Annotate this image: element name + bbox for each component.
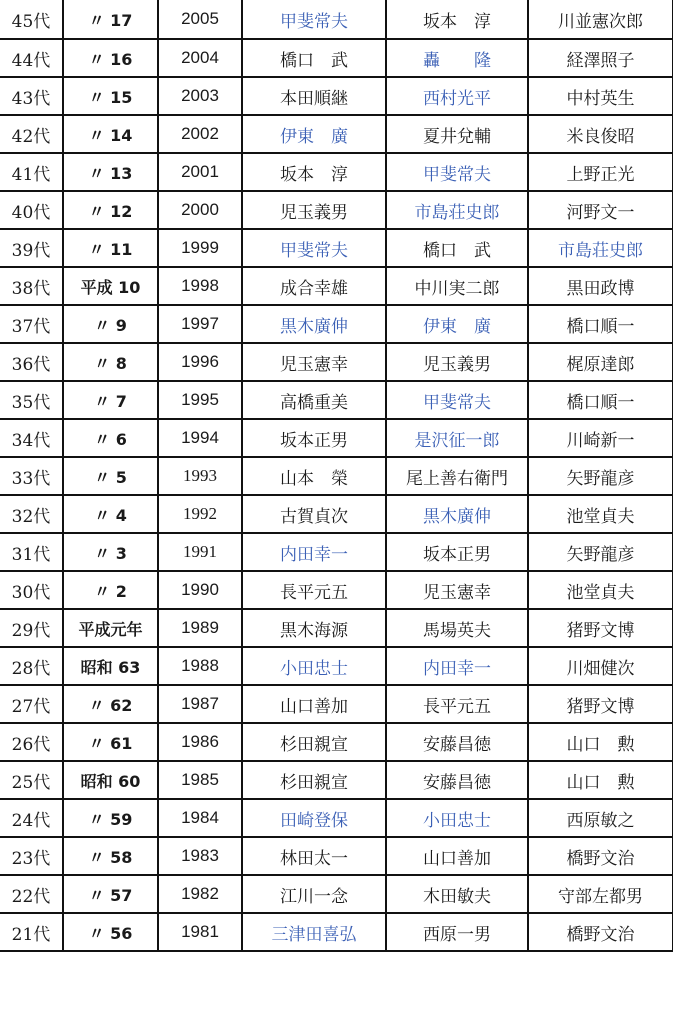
table-row	[0, 761, 673, 799]
year-cell: 1982	[158, 875, 242, 913]
table-row	[0, 533, 673, 571]
generation-cell: 30代	[0, 571, 63, 609]
generation-cell: 33代	[0, 457, 63, 495]
generation-cell: 36代	[0, 343, 63, 381]
table-row	[0, 0, 673, 39]
table-row	[0, 609, 673, 647]
name-cell-2: 夏井兌輔	[386, 115, 528, 153]
era-year-cell: 〃 15	[63, 77, 158, 115]
table-row	[0, 571, 673, 609]
year-cell: 1988	[158, 647, 242, 685]
name-cell-2: 甲斐常夫	[386, 381, 528, 419]
era-year-cell: 〃 13	[63, 153, 158, 191]
name-cell-2: 長平元五	[386, 685, 528, 723]
era-year-cell: 〃 9	[63, 305, 158, 343]
name-cell-3: 橋野文治	[528, 913, 673, 951]
name-cell-1: 甲斐常夫	[242, 229, 386, 267]
name-cell-1: 古賀貞次	[242, 495, 386, 533]
era-year-cell: 〃 61	[63, 723, 158, 761]
generation-cell: 31代	[0, 533, 63, 571]
name-cell-2: 甲斐常夫	[386, 153, 528, 191]
name-cell-1: 黒木海源	[242, 609, 386, 647]
table-row	[0, 305, 673, 343]
name-cell-3: 川畑健次	[528, 647, 673, 685]
name-cell-1: 黒木廣伸	[242, 305, 386, 343]
name-cell-2: 坂本 淳	[386, 0, 528, 39]
era-year-cell: 平成 10	[63, 267, 158, 305]
year-cell: 1998	[158, 267, 242, 305]
name-cell-2: 黒木廣伸	[386, 495, 528, 533]
name-cell-2: 轟 隆	[386, 39, 528, 77]
table-row	[0, 419, 673, 457]
table-row	[0, 913, 673, 951]
name-cell-3: 山口 勲	[528, 723, 673, 761]
name-cell-3: 米良俊昭	[528, 115, 673, 153]
era-year-cell: 〃 8	[63, 343, 158, 381]
generation-cell: 26代	[0, 723, 63, 761]
name-cell-3: 池堂貞夫	[528, 495, 673, 533]
generation-cell: 35代	[0, 381, 63, 419]
year-cell: 1993	[158, 457, 242, 495]
era-year-cell: 昭和 63	[63, 647, 158, 685]
generation-cell: 23代	[0, 837, 63, 875]
table-row	[0, 685, 673, 723]
name-cell-3: 山口 勲	[528, 761, 673, 799]
name-cell-3: 黒田政博	[528, 267, 673, 305]
name-cell-3: 川崎新一	[528, 419, 673, 457]
name-cell-2: 内田幸一	[386, 647, 528, 685]
name-cell-2: 中川実二郎	[386, 267, 528, 305]
name-cell-1: 三津田喜弘	[242, 913, 386, 951]
name-cell-2: 児玉義男	[386, 343, 528, 381]
year-cell: 2002	[158, 115, 242, 153]
table-row	[0, 77, 673, 115]
year-cell: 1981	[158, 913, 242, 951]
generation-cell: 37代	[0, 305, 63, 343]
generation-cell: 40代	[0, 191, 63, 229]
era-year-cell: 〃 58	[63, 837, 158, 875]
name-cell-3: 橋口順一	[528, 381, 673, 419]
table-row	[0, 267, 673, 305]
generation-cell: 39代	[0, 229, 63, 267]
name-cell-2: 坂本正男	[386, 533, 528, 571]
table-row	[0, 39, 673, 77]
name-cell-2: 小田忠士	[386, 799, 528, 837]
generation-cell: 24代	[0, 799, 63, 837]
era-year-cell: 〃 14	[63, 115, 158, 153]
table-row	[0, 837, 673, 875]
year-cell: 1986	[158, 723, 242, 761]
year-cell: 1992	[158, 495, 242, 533]
generation-cell: 41代	[0, 153, 63, 191]
name-cell-3: 川並憲次郎	[528, 0, 673, 39]
generation-cell: 27代	[0, 685, 63, 723]
table-row	[0, 381, 673, 419]
name-cell-2: 児玉憲幸	[386, 571, 528, 609]
name-cell-2: 伊東 廣	[386, 305, 528, 343]
year-cell: 1990	[158, 571, 242, 609]
year-cell: 1991	[158, 533, 242, 571]
table-row	[0, 875, 673, 913]
era-year-cell: 〃 3	[63, 533, 158, 571]
name-cell-3: 西原敏之	[528, 799, 673, 837]
year-cell: 2003	[158, 77, 242, 115]
era-year-cell: 〃 56	[63, 913, 158, 951]
name-cell-2: 西原一男	[386, 913, 528, 951]
table-row	[0, 343, 673, 381]
era-year-cell: 〃 17	[63, 0, 158, 39]
generation-cell: 32代	[0, 495, 63, 533]
name-cell-3: 上野正光	[528, 153, 673, 191]
name-cell-1: 甲斐常夫	[242, 0, 386, 39]
name-cell-1: 田崎登保	[242, 799, 386, 837]
name-cell-2: 西村光平	[386, 77, 528, 115]
era-year-cell: 平成元年	[63, 609, 158, 647]
name-cell-2: 市島荘史郎	[386, 191, 528, 229]
table-row	[0, 723, 673, 761]
generation-cell: 25代	[0, 761, 63, 799]
generation-cell: 29代	[0, 609, 63, 647]
era-year-cell: 昭和 60	[63, 761, 158, 799]
name-cell-1: 杉田親宣	[242, 723, 386, 761]
generation-cell: 45代	[0, 0, 63, 39]
table-row	[0, 115, 673, 153]
name-cell-3: 猪野文博	[528, 609, 673, 647]
name-cell-1: 山本 榮	[242, 457, 386, 495]
name-cell-1: 小田忠士	[242, 647, 386, 685]
table-row	[0, 229, 673, 267]
year-cell: 1995	[158, 381, 242, 419]
table-row	[0, 647, 673, 685]
era-year-cell: 〃 57	[63, 875, 158, 913]
year-cell: 1997	[158, 305, 242, 343]
name-cell-1: 長平元五	[242, 571, 386, 609]
name-cell-1: 杉田親宣	[242, 761, 386, 799]
name-cell-1: 児玉義男	[242, 191, 386, 229]
year-cell: 1985	[158, 761, 242, 799]
era-year-cell: 〃 12	[63, 191, 158, 229]
year-cell: 1984	[158, 799, 242, 837]
name-cell-3: 経澤照子	[528, 39, 673, 77]
name-cell-3: 梶原達郎	[528, 343, 673, 381]
name-cell-1: 坂本 淳	[242, 153, 386, 191]
name-cell-1: 成合幸雄	[242, 267, 386, 305]
year-cell: 2005	[158, 0, 242, 39]
name-cell-1: 林田太一	[242, 837, 386, 875]
name-cell-3: 市島荘史郎	[528, 229, 673, 267]
name-cell-2: 是沢征一郎	[386, 419, 528, 457]
year-cell: 1983	[158, 837, 242, 875]
era-year-cell: 〃 16	[63, 39, 158, 77]
table-row	[0, 799, 673, 837]
name-cell-1: 橋口 武	[242, 39, 386, 77]
generation-cell: 43代	[0, 77, 63, 115]
name-cell-1: 児玉憲幸	[242, 343, 386, 381]
era-year-cell: 〃 2	[63, 571, 158, 609]
generation-cell: 28代	[0, 647, 63, 685]
table-row	[0, 457, 673, 495]
generation-cell: 42代	[0, 115, 63, 153]
name-cell-2: 安藤昌徳	[386, 723, 528, 761]
name-cell-3: 池堂貞夫	[528, 571, 673, 609]
year-cell: 1996	[158, 343, 242, 381]
name-cell-1: 伊東 廣	[242, 115, 386, 153]
name-cell-1: 江川一念	[242, 875, 386, 913]
name-cell-3: 矢野龍彦	[528, 533, 673, 571]
name-cell-3: 中村英生	[528, 77, 673, 115]
era-year-cell: 〃 4	[63, 495, 158, 533]
name-cell-2: 馬場英夫	[386, 609, 528, 647]
name-cell-2: 山口善加	[386, 837, 528, 875]
year-cell: 1994	[158, 419, 242, 457]
name-cell-1: 山口善加	[242, 685, 386, 723]
name-cell-2: 安藤昌徳	[386, 761, 528, 799]
name-cell-3: 守部左都男	[528, 875, 673, 913]
table-row	[0, 191, 673, 229]
era-year-cell: 〃 6	[63, 419, 158, 457]
era-year-cell: 〃 62	[63, 685, 158, 723]
name-cell-1: 内田幸一	[242, 533, 386, 571]
name-cell-1: 高橋重美	[242, 381, 386, 419]
year-cell: 1999	[158, 229, 242, 267]
name-cell-2: 尾上善右衛門	[386, 457, 528, 495]
name-cell-3: 橋野文治	[528, 837, 673, 875]
name-cell-2: 橋口 武	[386, 229, 528, 267]
generation-cell: 22代	[0, 875, 63, 913]
name-cell-3: 矢野龍彦	[528, 457, 673, 495]
generation-cell: 34代	[0, 419, 63, 457]
era-year-cell: 〃 11	[63, 229, 158, 267]
era-year-cell: 〃 5	[63, 457, 158, 495]
name-cell-1: 本田順継	[242, 77, 386, 115]
name-cell-3: 猪野文博	[528, 685, 673, 723]
name-cell-3: 河野文一	[528, 191, 673, 229]
era-year-cell: 〃 59	[63, 799, 158, 837]
year-cell: 1989	[158, 609, 242, 647]
name-cell-3: 橋口順一	[528, 305, 673, 343]
generation-cell: 38代	[0, 267, 63, 305]
year-cell: 1987	[158, 685, 242, 723]
name-cell-2: 木田敏夫	[386, 875, 528, 913]
year-cell: 2000	[158, 191, 242, 229]
name-cell-1: 坂本正男	[242, 419, 386, 457]
generation-cell: 44代	[0, 39, 63, 77]
year-cell: 2004	[158, 39, 242, 77]
generation-cell: 21代	[0, 913, 63, 951]
year-cell: 2001	[158, 153, 242, 191]
table-row	[0, 153, 673, 191]
table-row	[0, 495, 673, 533]
era-year-cell: 〃 7	[63, 381, 158, 419]
